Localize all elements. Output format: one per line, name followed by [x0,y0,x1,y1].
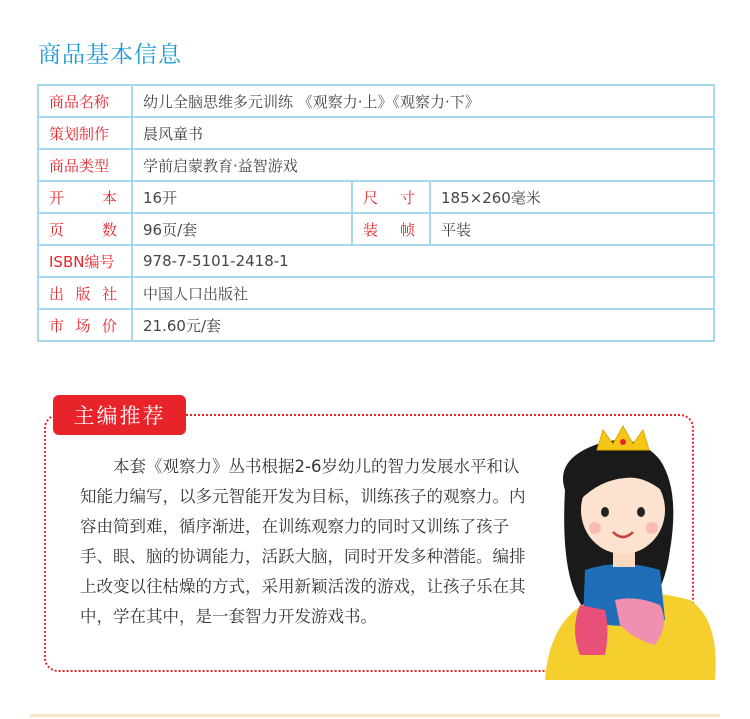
label-char: 本 [101,188,117,207]
value-price: 21.60元/套 [132,309,714,341]
value-product-type: 学前启蒙教育·益智游戏 [132,149,714,181]
princess-illustration [525,420,725,680]
table-row [38,117,714,149]
label-pages [38,213,132,245]
label-binding [352,213,430,245]
label-size [352,181,430,213]
label-char: 尺 [363,188,379,207]
label-char: 页 [49,220,65,239]
label-isbn: ISBN编号 [38,245,132,277]
product-info-table [37,84,715,342]
value-pages: 96页/套 [132,213,352,245]
label-char: 数 [101,220,117,239]
table-row [38,149,714,181]
value-format: 16开 [132,181,352,213]
label-price [38,309,132,341]
table-row [38,309,714,341]
value-binding: 平装 [430,213,714,245]
label-char: 开 [49,188,65,207]
label-product-type: 商品类型 [38,149,132,181]
label-producer: 策划制作 [38,117,132,149]
value-publisher: 中国人口出版社 [132,277,714,309]
label-char: 出 [49,284,65,303]
label-char: 社 [101,284,117,303]
label-format [38,181,132,213]
section-title: 商品基本信息 [38,42,182,68]
label-publisher [38,277,132,309]
table-row [38,277,714,309]
label-char: 帧 [399,220,415,239]
table-row [38,181,714,213]
value-size: 185×260毫米 [430,181,714,213]
table-row [38,245,714,277]
recommend-text: 本套《观察力》丛书根据2-6岁幼儿的智力发展水平和认知能力编写，以多元智能开发为目标，训练孩子的观察力。内容由简到难，循序渐进，在训练观察力的同时又训练了孩子手、眼、脑的协调能力，活跃大脑，同时开发多种潜能。编排上改变以往枯燥的方式，采用新颖活泼的游戏，让孩子乐在其中，学在其中，是一套智力开发游戏书。 [80,457,526,626]
table-row [38,213,714,245]
label-char: 价 [101,316,117,335]
label-char: 版 [75,284,91,303]
label-product-name: 商品名称 [38,85,132,117]
value-producer: 晨风童书 [132,117,714,149]
label-char: 寸 [399,188,415,207]
label-char: 市 [49,316,65,335]
label-char: 装 [363,220,379,239]
table-row [38,85,714,117]
label-char: 场 [75,316,91,335]
value-isbn: 978-7-5101-2418-1 [132,245,714,277]
value-product-name: 幼儿全脑思维多元训练 《观察力·上》《观察力·下》 [132,85,714,117]
recommend-tab: 主编推荐 [53,395,186,435]
bottom-divider [30,714,720,717]
